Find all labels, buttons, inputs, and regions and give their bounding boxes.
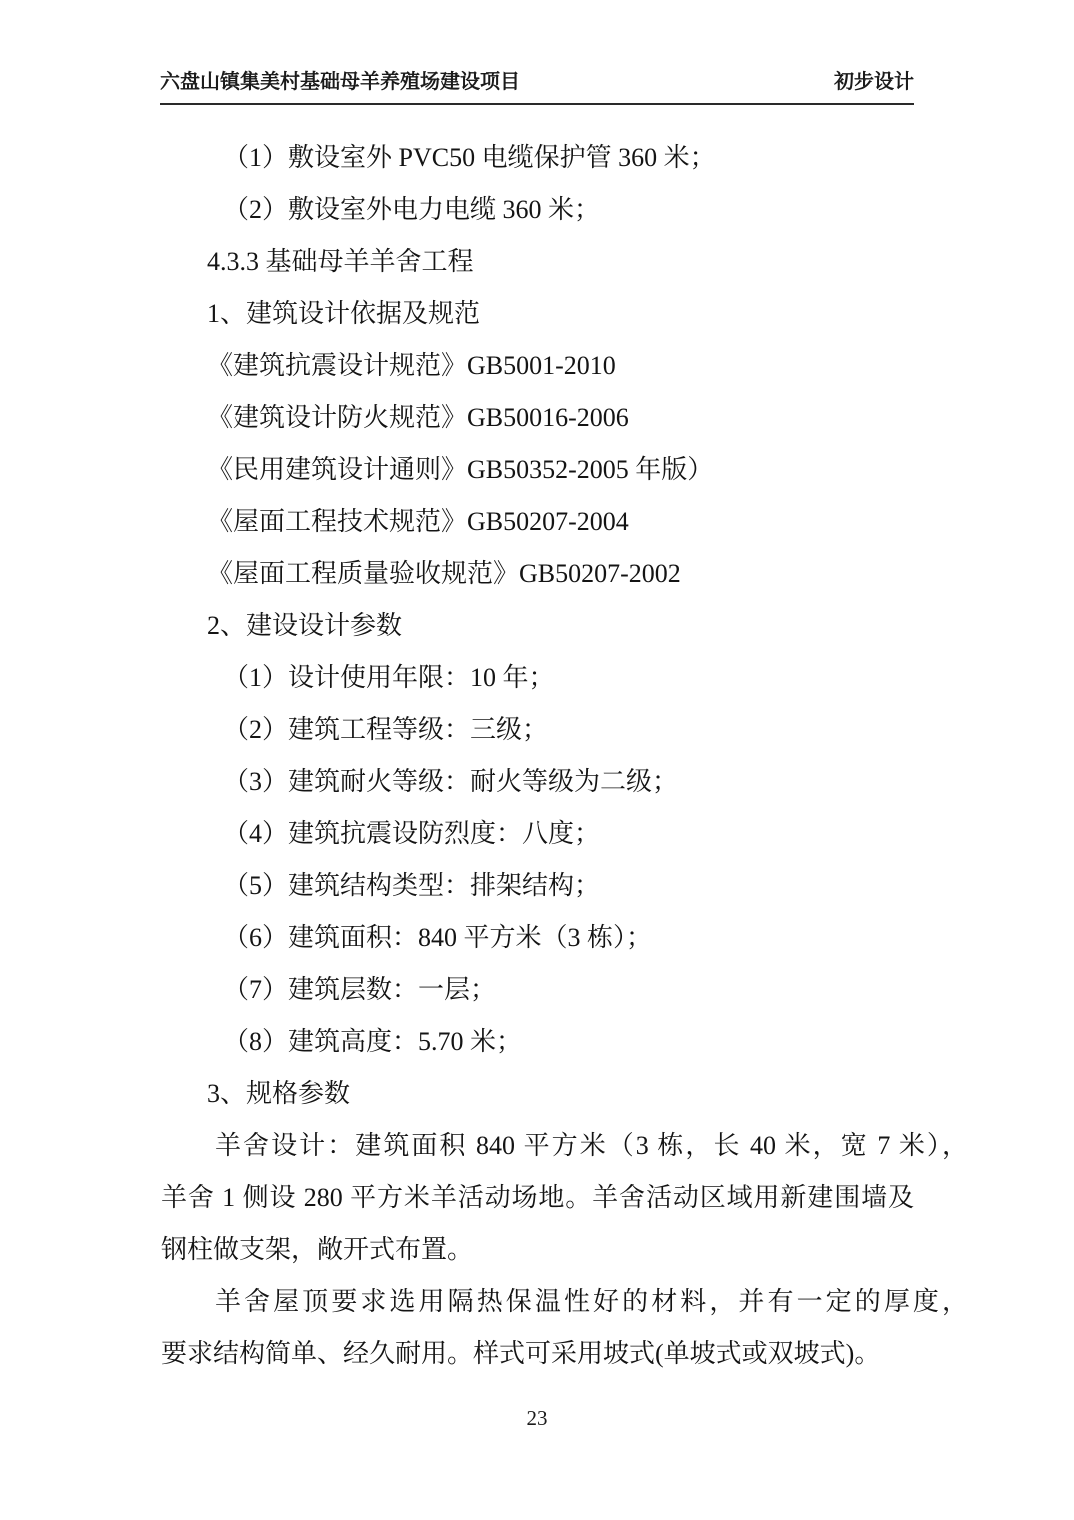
body-line: （1）设计使用年限：10 年； (223, 663, 555, 692)
body-line: （1）敷设室外 PVC50 电缆保护管 360 米； (223, 143, 716, 172)
body-line: （3）建筑耐火等级：耐火等级为二级； (223, 767, 679, 796)
header-project-title: 六盘山镇集美村基础母羊养殖场建设项目 (160, 71, 520, 93)
page-footer (0, 1406, 1074, 1431)
section-heading: 3、规格参数 (207, 1079, 351, 1108)
body-line: （4）建筑抗震设防烈度：八度； (223, 819, 601, 848)
paragraph-line: 钢柱做支架，敞开式布置。 (161, 1235, 474, 1264)
body-line: 《民用建筑设计通则》GB50352-2005 年版） (207, 455, 714, 484)
paragraph-line: 羊舍设计：建筑面积 840 平方米（3 栋，长 40 米，宽 7 米）， (215, 1131, 968, 1160)
body-line: （2）建筑工程等级：三级； (223, 715, 549, 744)
section-heading: 4.3.3 基础母羊羊舍工程 (207, 247, 474, 276)
paragraph-line: 羊舍屋顶要求选用隔热保温性好的材料，并有一定的厚度， (215, 1287, 968, 1316)
section-heading: 1、建筑设计依据及规范 (207, 299, 481, 328)
header-doc-type: 初步设计 (834, 71, 914, 93)
body-line: 《建筑设计防火规范》GB50016-2006 (207, 403, 629, 432)
body-line: 《建筑抗震设计规范》GB5001-2010 (207, 351, 616, 380)
body-line: （6）建筑面积：840 平方米（3 栋）； (223, 923, 653, 952)
body-line: 《屋面工程质量验收规范》GB50207-2002 (207, 559, 681, 588)
body-line: （8）建筑高度：5.70 米； (223, 1027, 523, 1056)
body-line: 《屋面工程技术规范》GB50207-2004 (207, 507, 629, 536)
page-number: 23 (526, 1406, 548, 1430)
page-header (160, 70, 914, 105)
body-line: （7）建筑层数：一层； (223, 975, 497, 1004)
section-heading: 2、建设设计参数 (207, 611, 403, 640)
body-line: （5）建筑结构类型：排架结构； (223, 871, 601, 900)
paragraph-line: 要求结构简单、经久耐用。样式可采用坡式(单坡式或双坡式)。 (161, 1339, 881, 1368)
body-line: （2）敷设室外电力电缆 360 米； (223, 195, 601, 224)
paragraph-line: 羊舍 1 侧设 280 平方米羊活动场地。羊舍活动区域用新建围墙及 (161, 1183, 914, 1212)
